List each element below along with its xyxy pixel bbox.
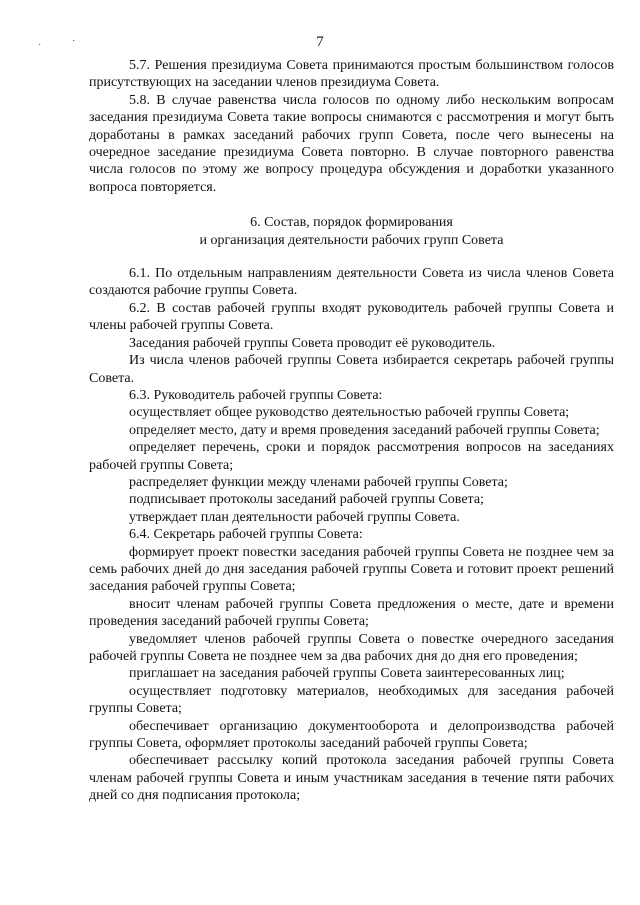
section-heading-line: и организация деятельности рабочих групп Совета — [199, 232, 504, 248]
paragraph: 6.3. Руководитель рабочей группы Совета: — [129, 387, 383, 403]
document-body — [89, 57, 614, 805]
list-item: обеспечивает рассылку копий протокола заседания рабочей группы Совета членам рабочей группы Совета и иным участникам заседания в течение пяти рабочих дней со дня подписания протокола; — [89, 753, 614, 804]
scan-mark: · — [38, 40, 42, 51]
list-item: подписывает протоколы заседаний рабочей группы Совета; — [129, 492, 484, 508]
section-heading-line: 6. Состав, порядок формирования — [250, 215, 453, 231]
paragraph: 6.4. Секретарь рабочей группы Совета: — [129, 527, 363, 543]
list-item: распределяет функции между членами рабочей группы Совета; — [129, 474, 508, 490]
list-item: утверждает план деятельности рабочей группы Совета. — [129, 509, 460, 525]
scan-mark: · — [72, 36, 76, 47]
list-item: вносит членам рабочей группы Совета предложения о месте, дате и времени проведения заседаний рабочей группы Совета; — [89, 596, 614, 630]
paragraph: 6.1. По отдельным направлениям деятельности Совета из числа членов Совета создаются рабочие группы Совета. — [89, 266, 614, 299]
page-number: 7 — [316, 34, 324, 50]
list-item: уведомляет членов рабочей группы Совета о повестке очередного заседания рабочей группы Совета не позднее чем за два рабочих дня до дня его проведения; — [89, 631, 614, 664]
list-item: обеспечивает организацию документооборота и делопроизводства рабочей группы Совета, оформляет протоколы заседаний рабочей группы Совета; — [89, 718, 614, 752]
section-heading — [89, 214, 614, 249]
paragraph: 5.7. Решения президиума Совета принимаются простым большинством голосов присутствующих на заседании членов президиума Совета. — [89, 58, 614, 91]
list-item: определяет место, дату и время проведения заседаний рабочей группы Совета; — [129, 422, 600, 438]
paragraph: 6.2. В состав рабочей группы входят руководитель рабочей группы Совета и члены рабочей группы Совета. — [89, 300, 614, 334]
list-item: осуществляет подготовку материалов, необходимых для заседания рабочей группы Совета; — [89, 683, 614, 717]
list-item: определяет перечень, сроки и порядок рассмотрения вопросов на заседаниях рабочей группы Совета; — [89, 440, 614, 473]
paragraph: Из числа членов рабочей группы Совета избирается секретарь рабочей группы Совета. — [89, 353, 614, 386]
paragraph: Заседания рабочей группы Совета проводит её руководитель. — [129, 335, 496, 351]
list-item: осуществляет общее руководство деятельностью рабочей группы Совета; — [129, 405, 570, 421]
paragraph: 5.8. В случае равенства числа голосов по одному либо нескольким вопросам заседания президиума Совета такие вопросы снимаются с рассмотрения и могут быть доработаны в рамках заседаний рабочих групп Совета, после чего вынесены на очередное заседание президиума Совета повторно. В случае повторного равенства числа голосов по этому же вопросу процедура обсуждения и доработки указанного вопроса повторяется. — [89, 92, 614, 195]
list-item: приглашает на заседания рабочей группы Совета заинтересованных лиц; — [129, 666, 565, 682]
list-item: формирует проект повестки заседания рабочей группы Совета не позднее чем за семь рабочих дней до дня заседания рабочей группы Совета и готовит проект решений заседания рабочей группы Совета; — [89, 544, 614, 595]
